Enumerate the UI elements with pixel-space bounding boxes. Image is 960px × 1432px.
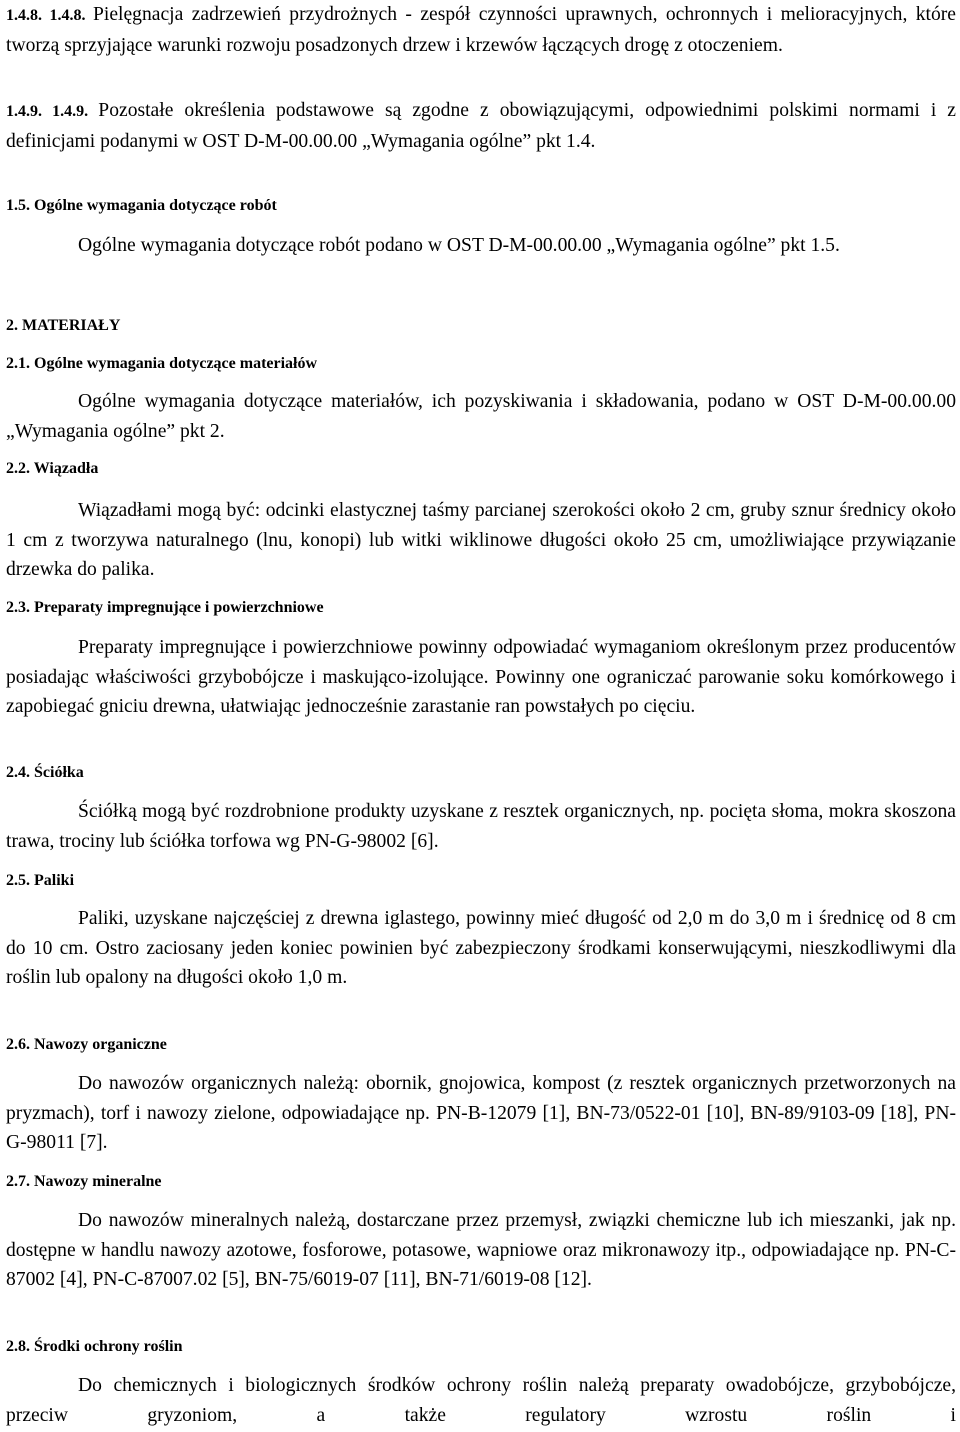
section-heading [6,1337,956,1357]
section-heading-2-4 [6,763,956,783]
section-body-2-7 [6,1206,956,1295]
section-heading [6,598,956,618]
section-number: 2.5. [6,872,30,889]
section-body-1-5 [6,231,956,261]
section-number: 2.6. [6,1036,30,1053]
paragraph-text: Do nawozów organicznych należą: obornik, gnojowica, kompost (z resztek organicznych przetworzonych na pryzmach), torf i nawozy zielone, odpowiadające np. PN-B-12079 [1], BN-73/0522-01 [10], BN-89/9103-09 [18], PN-G-98011 [7]. [6,1073,956,1153]
section-title: Środki ochrony roślin [34,1338,183,1355]
section-heading-2-8 [6,1337,956,1357]
section-body-2-2 [6,496,956,585]
section-title: Ogólne wymagania dotyczące robót [34,197,277,214]
section-title: MATERIAŁY [22,317,121,334]
section-number: 2.3. [6,599,30,616]
chapter-heading [6,316,956,336]
paragraph-text: Ściółką mogą być rozdrobnione produkty uzyskane z resztek organicznych, np. pocięta słoma, mokra skoszona trawa, trociny lub ściółka torfowa wg PN-G-98002 [6]. [6,801,956,852]
paragraph-text: Ogólne wymagania dotyczące materiałów, ich pozyskiwania i składowania, podano w OST D-M-00.00.00 „Wymagania ogólne” pkt 2. [6,391,956,442]
paragraph-text: Pozostałe określenia podstawowe są zgodne z obowiązującymi, odpowiednimi polskimi normami i z definicjami podanymi w OST D-M-00.00.00 „Wymagania ogólne” pkt 1.4. [6,100,956,152]
paragraph-text: Do chemicznych i biologicznych środków ochrony roślin należą preparaty owadobójcze, grzybobójcze, przeciw gryzoniom, a także regulatory wzrostu roślin i [6,1375,956,1426]
section-heading-2-7 [6,1172,956,1192]
section-heading [6,459,956,479]
paragraph-text: Preparaty impregnujące i powierzchniowe powinny odpowiadać wymaganiom określonym przez producentów posiadając właściwości grzybobójcze i maskująco-izolujące. Powinny one ograniczać parowanie soku komórkowego i zapobiegać gniciu drewna, ułatwiając jednocześnie zarastanie ran powstałych po cięciu. [6,637,956,717]
chapter-heading-2 [6,316,956,336]
section-heading [6,196,956,216]
paragraph-text: Pielęgnacja zadrzewień przydrożnych - zespół czynności uprawnych, ochronnych i melioracyjnych, które tworzą sprzyjające warunki rozwoju posadzonych drzew i krzewów łączących drogę z otoczeniem. [6,4,957,56]
section-number: 1.5. [6,197,30,214]
paragraph-text: Do nawozów mineralnych należą, dostarczane przez przemysł, związki chemiczne lub ich mieszanki, jak np. dostępne w handlu nawozy azotowe, fosforowe, potasowe, wapniowe oraz mikronawozy itp., odpowiadające np. PN-C-87002 [4], PN-C-87007.02 [5], BN-75/6019-07 [11], BN-71/6019-08 [12]. [6,1210,956,1290]
section-number: 2.4. [6,764,30,781]
paragraph-text: Ogólne wymagania dotyczące robót podano w OST D-M-00.00.00 „Wymagania ogólne” pkt 1.5. [78,235,840,256]
section-heading [6,1035,956,1055]
paragraph-text: Wiązadłami mogą być: odcinki elastycznej taśmy parcianej szerokości około 2 cm, gruby sznur średnicy około 1 cm z tworzywa naturalnego (lnu, konopi) lub witki wiklinowe długości około 25 cm, umożliwiające przywiązanie drzewka do palika. [6,500,956,580]
section-number: 1.4.8. 1.4.8. [6,7,93,24]
definition-1-4-9 [6,96,956,156]
definition-1-4-8 [6,0,956,60]
section-title: Nawozy organiczne [34,1036,167,1053]
section-number: 2.7. [6,1173,30,1190]
section-heading [6,1172,956,1192]
section-body-2-1 [6,387,956,446]
section-body-2-3 [6,633,956,722]
section-title: Paliki [34,872,75,889]
section-number: 2.1. [6,355,30,372]
section-heading-2-5 [6,871,956,891]
section-heading [6,871,956,891]
section-title: Ogólne wymagania dotyczące materiałów [34,355,318,372]
section-body-2-6 [6,1069,956,1158]
section-body-2-5 [6,904,956,993]
paragraph [6,96,956,156]
section-number: 2. [6,317,18,334]
paragraph-text: Paliki, uzyskane najczęściej z drewna iglastego, powinny mieć długość od 2,0 m do 3,0 m i średnicę od 8 cm do 10 cm. Ostro zaciosany jeden koniec powinien być zabezpieczony środkami konserwującymi, nieszkodliwymi dla roślin lub opalony na długości około 1,0 m. [6,908,956,988]
section-heading-2-6 [6,1035,956,1055]
paragraph [6,0,956,60]
section-heading-2-1 [6,354,956,374]
section-title: Preparaty impregnujące i powierzchniowe [34,599,324,616]
section-number: 2.8. [6,1338,30,1355]
section-heading-2-2 [6,459,956,479]
section-heading [6,354,956,374]
section-title: Ściółka [34,764,84,781]
section-title: Nawozy mineralne [34,1173,162,1190]
section-heading-2-3 [6,598,956,618]
section-body-2-8 [6,1371,956,1430]
section-body-2-4 [6,797,956,856]
section-number: 1.4.9. 1.4.9. [6,103,99,120]
section-heading-1-5 [6,196,956,216]
section-number: 2.2. [6,460,30,477]
section-title: Wiązadła [33,460,99,477]
section-heading [6,763,956,783]
